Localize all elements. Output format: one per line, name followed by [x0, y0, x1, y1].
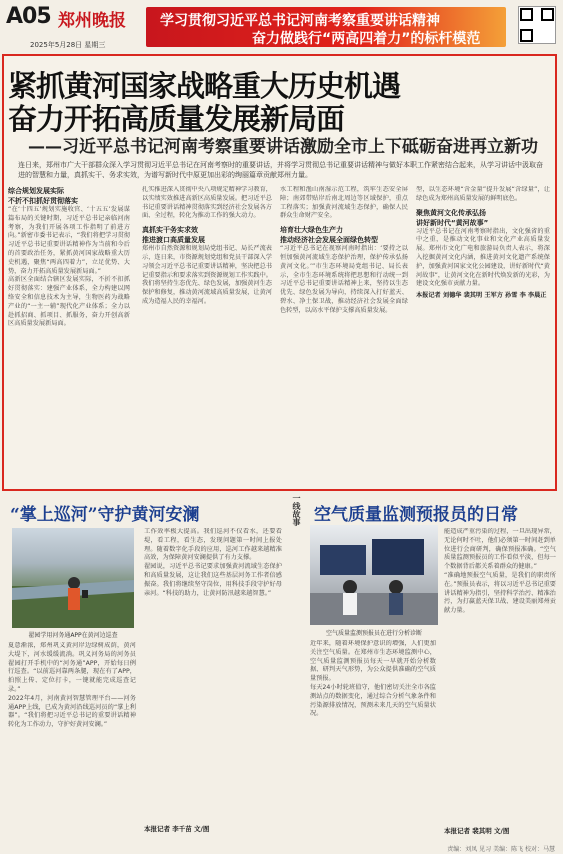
air-quality-photo — [310, 525, 438, 625]
article-byline: 本报记者 李千苗 文/图 — [144, 825, 210, 833]
column-text: “准确地预报空气质量，是我们的职责所在。”预报员表示，将以习近平总书记重要讲话精神为指引，坚持科学治污、精准治污，为打赢蓝天保卫战、建设美丽郑州贡献力量。 — [444, 571, 556, 615]
article-column-4 — [416, 186, 550, 486]
page-footer — [0, 842, 563, 854]
headline-subtitle: ——习近平总书记河南考察重要讲话激励全市上下砥砺奋进再立新功 — [28, 137, 538, 157]
banner-line-1: 学习贯彻习近平总书记河南考察重要讲话精神 — [160, 13, 440, 29]
editor-credits: 责编：刘凤 见习 美编：陈飞 校对：马慧 — [447, 846, 555, 853]
photo-caption: 翟园学用河务通APP在黄河边巡查 — [28, 632, 118, 639]
column-subhead: 真抓实干务实求效 — [142, 226, 198, 235]
column-text: 2022年4月，河南黄河智慧管理平台——河务通APP上线，已成为黄河沿线巡河员的“掌上利器”。“我们将把习近平总书记的重要讲话精神转化为工作动力，守护好黄河安澜。” — [8, 694, 136, 729]
column-text: 高新区全面结合辖区发展实际，不折不扣抓好贯彻落实：建强产业体系，全力构建以网络安全和信息技术为主导，生物医药为战略产业的“一主一辅”现代化产业体系；全力以赴抓招商、抓项目、抓服务，奋力开创高新区高质量发展新局面。 — [8, 276, 130, 328]
column-text: 郑州市自然资源和规划局党组书记、局长严流表示，连日来，市资源规划党组和党员干部深入学习领会习近平总书记重要讲话精神，坚决把总书记重要指示和要求落实到资源规划工作实践中。我们将坚持生态优先、绿色发展，加强黄河生态保护和修复，推动黄河流域高质量发展，让黄河成为造福人民的幸福河。 — [142, 245, 272, 305]
air-column-1 — [310, 640, 436, 838]
story-title-air-quality: 空气质量监测预报员的日常 — [314, 505, 518, 525]
column-subhead: 推动经济社会发展全面绿色转型 — [280, 236, 378, 245]
headline-line-2: 奋力开拓高质量发展新局面 — [8, 102, 345, 136]
column-text: 习近平总书记在河南考察时指出，文化强省的重中之重，是推动文化事业和文化产业高质量发展。郑州市文化广电和旅游局负责人表示，将深入挖掘黄河文化内涵，推进黄河文化遗产系统保护，加强黄河国家文化公园建设，讲好新时代“黄河故事”，让黄河文化在新时代焕发新的光彩，为建设文化强市贡献力量。 — [416, 227, 550, 288]
patrol-column-1 — [8, 642, 136, 838]
column-text: 夏意渐浓，郑州巩义黄河岸边绿树成荫，黄河大堤下，河水缓缓流淌。巩义河务局的河务员翟园打开手机中的“河务通”APP，开始每日例行巡查。“以前巡河靠两条腿，现在有了APP，拍照上传、定位打卡，一键就能完成巡查记录。” — [8, 642, 136, 693]
column-subhead: 综合规划发展实际 — [8, 187, 64, 195]
article-byline: 本报记者 刘德华 裴其明 王军方 孙雪 李 李晨正 — [416, 292, 547, 300]
column-text: 近年来，随着环境保护意识的增强，人们更加关注空气质量。在郑州市生态环境监测中心，空气质量监测预报员每天一早就开始分析数据、研判天气形势，为公众提供准确的空气质量预报。 — [310, 640, 436, 683]
column-text: “在‘十四五’规划实施收官、‘十五五’发展谋篇布局的关键时期，习近平总书记亲临河南考察，为我们开展各项工作指明了前进方向。”新密市委书记表示，“我们将把学习贯彻习近平总书记重要讲话精神作为当前和今后的首要政治任务，紧抓黄河国家战略重大历史机遇，聚焦“两高四着力”，立足优势、大势，奋力开拓高质量发展新局面。” — [8, 206, 130, 275]
river-patrol-illustration — [12, 528, 134, 628]
column-text: 翟园说，习近平总书记要求加强黄河流域生态保护和高质量发展，这让我们这些基层河务工作者倍感振奋。我们将继续坚守岗位，用科技手段守护好母亲河。“科技的助力，让黄河防汛越来越智慧。” — [144, 563, 282, 597]
section-banner — [146, 7, 506, 47]
article-lead: 连日来，郑州市广大干部群众深入学习贯彻习近平总书记在河南考察时的重要讲话，并将学习贯彻总书记重要讲话精神与做好本职工作紧密结合起来，从学习讲话中汲取奋进的智慧和力量，真抓实干、务求实效，为谱写新时代中原更加出彩的绚丽篇章贡献郑州力量。 — [18, 161, 543, 179]
banner-line-2: 奋力做践行“两高四着力”的标杆模范 — [252, 31, 481, 47]
column-text: 工作效率极大提高。我们巡河不仅看水，还要看堤，看工程，看生态，发现问题第一时间上报处理。随着数字化手段的应用，巡河工作越来越精准高效，为保障黄河安澜提供了有力支撑。 — [144, 528, 282, 562]
column-text: 型，以生态环境“含金量”提升发展“含绿量”，让绿色成为郑州高质量发展的鲜明底色。 — [416, 186, 550, 202]
column-subhead: 培育壮大绿色生产力 — [280, 226, 343, 235]
patrol-column-2 — [144, 528, 282, 824]
article-column-3 — [280, 186, 408, 486]
issue-date: 2025年5月28日 星期三 — [30, 41, 106, 49]
column-subhead: 不折不扣抓好贯彻落实 — [8, 197, 78, 205]
headline-line-1: 紧抓黄河国家战略重大历史机遇 — [8, 69, 401, 103]
river-patrol-photo — [12, 528, 134, 628]
article-column-2 — [142, 186, 272, 486]
air-column-2 — [444, 528, 556, 824]
column-text: 每天24小时轮班值守，他们密切关注全市各监测站点的数据变化，通过综合分析气象条件和污染源排放情况，预测未来几天的空气质量状况。 — [310, 683, 436, 718]
section-label-text: 一线故事 — [292, 494, 301, 526]
section-label-frontline — [290, 494, 302, 664]
column-text: 能造成严重污染的过程，一旦出现异常，无论何时不吐，他们必须第一时间赶到单位进行会商研判，确保预报准确。“空气质量监测预报员的工作看似平淡，但每一个数据背后都关系着群众的健康。” — [444, 528, 556, 571]
page-number: A05 — [6, 4, 51, 29]
column-text: 扎实推进深入贯彻中央八项规定精神学习教育，以实绩实效推进高新区高质量发展。把习近平总书记重要讲话精神贯彻落实到经济社会发展各方面、全过程，转化为推动工作的强大动力。 — [142, 186, 272, 220]
column-subhead: 讲好新时代“黄河故事” — [416, 218, 489, 227]
column-subhead: 推进渡口高质量发展 — [142, 236, 205, 245]
monitoring-office-illustration — [310, 525, 438, 625]
article-column-1 — [8, 186, 130, 486]
column-text: 水工程和渔山南湿示范工程，筑牢生态安全屏障；南郊带贴岸后南北周边等区域保护，重点工程落实；加强黄河流域生态保护，确保人民群众生命财产安全。 — [280, 186, 408, 220]
photo-caption: 空气质量监测预报员在进行分析诊断 — [325, 630, 422, 637]
column-text: “习近平总书记在视察河南时指出：‘要持之以恒加强黄河流域生态保护治理，保护传承弘扬黄河文化。’”市生态环境局党组书记、局长表示，全市生态环境系统将把思想和行动统一到习近平总书记重要讲话精神上来，坚持以生态优先、绿色发展为导向，持续深入打好蓝天、碧水、净土保卫战，推动经济社会发展全面绿色转型，以高水平保护支撑高质量发展。 — [280, 245, 408, 314]
newspaper-name: 郑州晚报 — [58, 11, 126, 31]
column-subhead: 聚焦黄河文化传承弘扬 — [416, 208, 486, 217]
story-title-patrol: “掌上巡河”守护黄河安澜 — [10, 505, 200, 525]
article-byline: 本报记者 裴其明 文/图 — [444, 827, 510, 835]
qr-code-icon[interactable] — [518, 6, 556, 44]
